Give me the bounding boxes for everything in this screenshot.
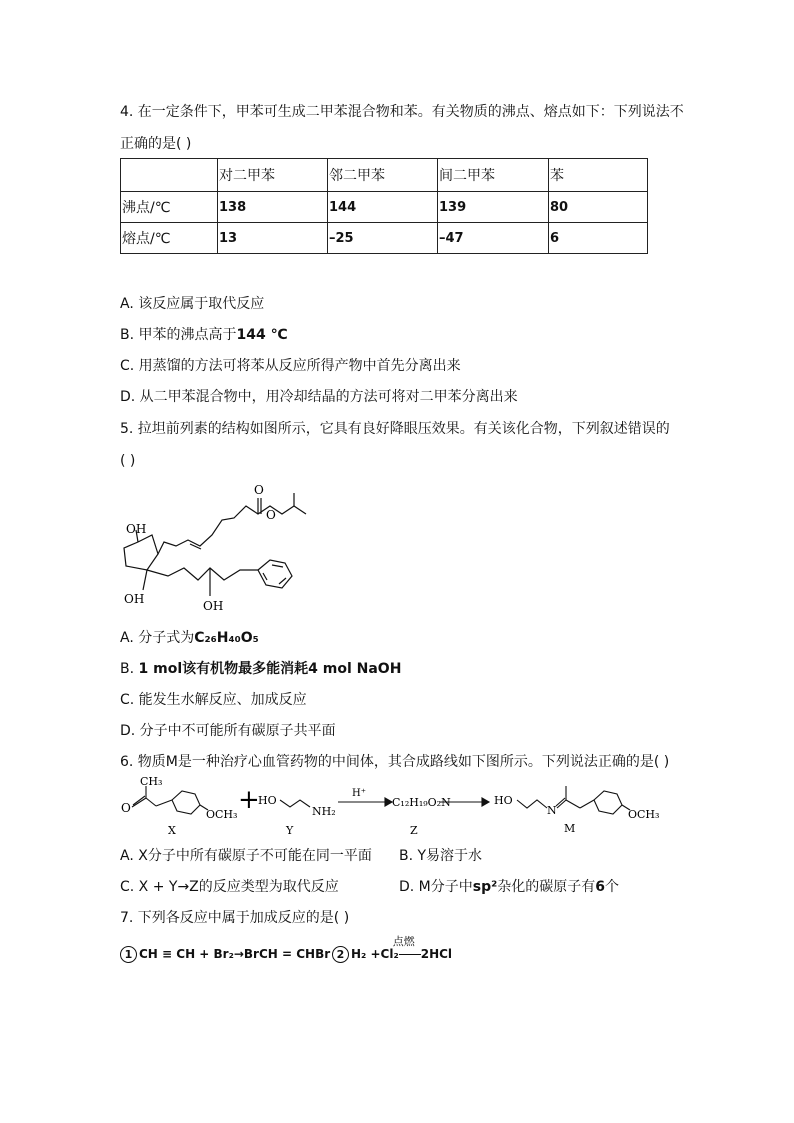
reaction-condition: 点燃	[392, 935, 415, 948]
q7-reaction-2	[332, 935, 453, 963]
q6-option-a: A. X分子中所有碳原子不可能在同一平面	[120, 848, 372, 864]
q5-stem-line1: 5. 拉坦前列素的结构如图所示，它具有良好降眼压效果。有关该化合物，下列叙述错误的	[120, 421, 670, 437]
m-och3-label: OCH₃	[628, 808, 660, 821]
table-cell: 80	[549, 192, 648, 223]
x-label: X	[168, 824, 176, 837]
q6-option-c: C. X + Y→Z的反应类型为取代反应	[120, 879, 339, 895]
m-n-label: N	[547, 804, 557, 817]
reaction-2-right: 2HCl	[420, 947, 453, 961]
oh-bottom-label: OH	[124, 592, 145, 606]
q6-option-d-mid: 杂化的碳原子有	[497, 879, 596, 895]
q6-option-d-hybrid: sp²	[472, 879, 498, 895]
table-cell: 13	[218, 223, 328, 254]
reaction-2-left: H₂ +Cl₂	[351, 947, 399, 961]
reaction-1-equation: CH ≡ CH + Br₂→BrCH = CHBr	[139, 947, 331, 961]
q6-option-d-end: 个	[605, 879, 620, 895]
y-ho-label: HO	[258, 794, 277, 807]
condition-line	[399, 954, 421, 955]
q5-option-c: C. 能发生水解反应、加成反应	[120, 692, 307, 708]
plus-sign: +	[238, 785, 260, 815]
catalyst-label: H⁺	[352, 788, 366, 799]
oh-top-label: OH	[126, 522, 147, 536]
table-header-cell: 对二甲苯	[218, 159, 328, 192]
q4-option-d: D. 从二甲苯混合物中，用冷却结晶的方法可将对二甲苯分离出来	[120, 389, 518, 405]
q6-option-d-num: 6	[595, 879, 606, 895]
q5-option-d: D. 分子中不可能所有碳原子共平面	[120, 723, 336, 739]
z-label: Z	[410, 824, 418, 837]
x-benzene-ring	[172, 791, 200, 814]
table-header-cell: 间二甲苯	[438, 159, 549, 192]
q4-stem-line1: 4. 在一定条件下，甲苯可生成二甲苯混合物和苯。有关物质的沸点、熔点如下：下列说法不	[120, 104, 684, 120]
q7-stem: 7. 下列各反应中属于加成反应的是( )	[120, 910, 350, 926]
q4-option-c: C. 用蒸馏的方法可将苯从反应所得产物中首先分离出来	[120, 358, 461, 374]
x-ch3-label: CH₃	[140, 775, 163, 788]
q4-option-b-value: 144 ℃	[236, 327, 288, 343]
oh-chain-label: OH	[203, 599, 224, 613]
ester-o-label: O	[266, 508, 276, 522]
circled-number: 2	[332, 946, 349, 963]
q5-option-b-mid: 该有机物最多能消耗	[182, 661, 309, 677]
q6-stem: 6. 物质M是一种治疗心血管药物的中间体，其合成路线如下图所示。下列说法正确的是( )	[120, 754, 670, 770]
table-cell: –25	[328, 223, 438, 254]
q6-option-b: B. Y易溶于水	[399, 848, 483, 864]
q5-option-a-text: A. 分子式为	[120, 630, 195, 646]
carbonyl-o-label: O	[254, 483, 264, 497]
q4-option-a: A. 该反应属于取代反应	[120, 296, 265, 312]
m-ho-label: HO	[494, 794, 513, 807]
q5-option-a-formula: C₂₆H₄₀O₅	[194, 630, 259, 646]
table-header-cell: 苯	[549, 159, 648, 192]
reaction-condition-arrow	[392, 935, 421, 963]
q5-stem-line2: ( )	[120, 453, 136, 469]
table-cell: 144	[328, 192, 438, 223]
table-cell: –47	[438, 223, 549, 254]
table-row-label: 沸点/℃	[121, 192, 218, 223]
table-header-cell: 邻二甲苯	[328, 159, 438, 192]
m-label: M	[564, 822, 576, 835]
table-cell: 6	[549, 223, 648, 254]
q5-option-b-text: B.	[120, 661, 139, 677]
table-cell: 138	[218, 192, 328, 223]
q7-reaction-1	[120, 945, 330, 963]
z-formula: C₁₂H₁₉O₂N	[392, 796, 451, 809]
x-o-label: O	[121, 801, 131, 815]
m-benzene-ring	[594, 791, 622, 814]
q6-option-d	[399, 878, 619, 896]
q5-option-b-end: 4 mol NaOH	[308, 661, 402, 677]
q5-option-b-amount: 1 mol	[138, 661, 183, 677]
y-nh2-label: NH₂	[312, 805, 336, 818]
q6-option-d-text: D. M分子中	[399, 879, 473, 895]
y-label: Y	[286, 824, 294, 837]
circled-number: 1	[120, 946, 137, 963]
q4-option-b-text: B. 甲苯的沸点高于	[120, 327, 237, 343]
x-och3-label: OCH₃	[206, 808, 238, 821]
table-cell: 139	[438, 192, 549, 223]
table-row-label: 熔点/℃	[121, 223, 218, 254]
q4-stem-line2: 正确的是( )	[120, 136, 192, 152]
